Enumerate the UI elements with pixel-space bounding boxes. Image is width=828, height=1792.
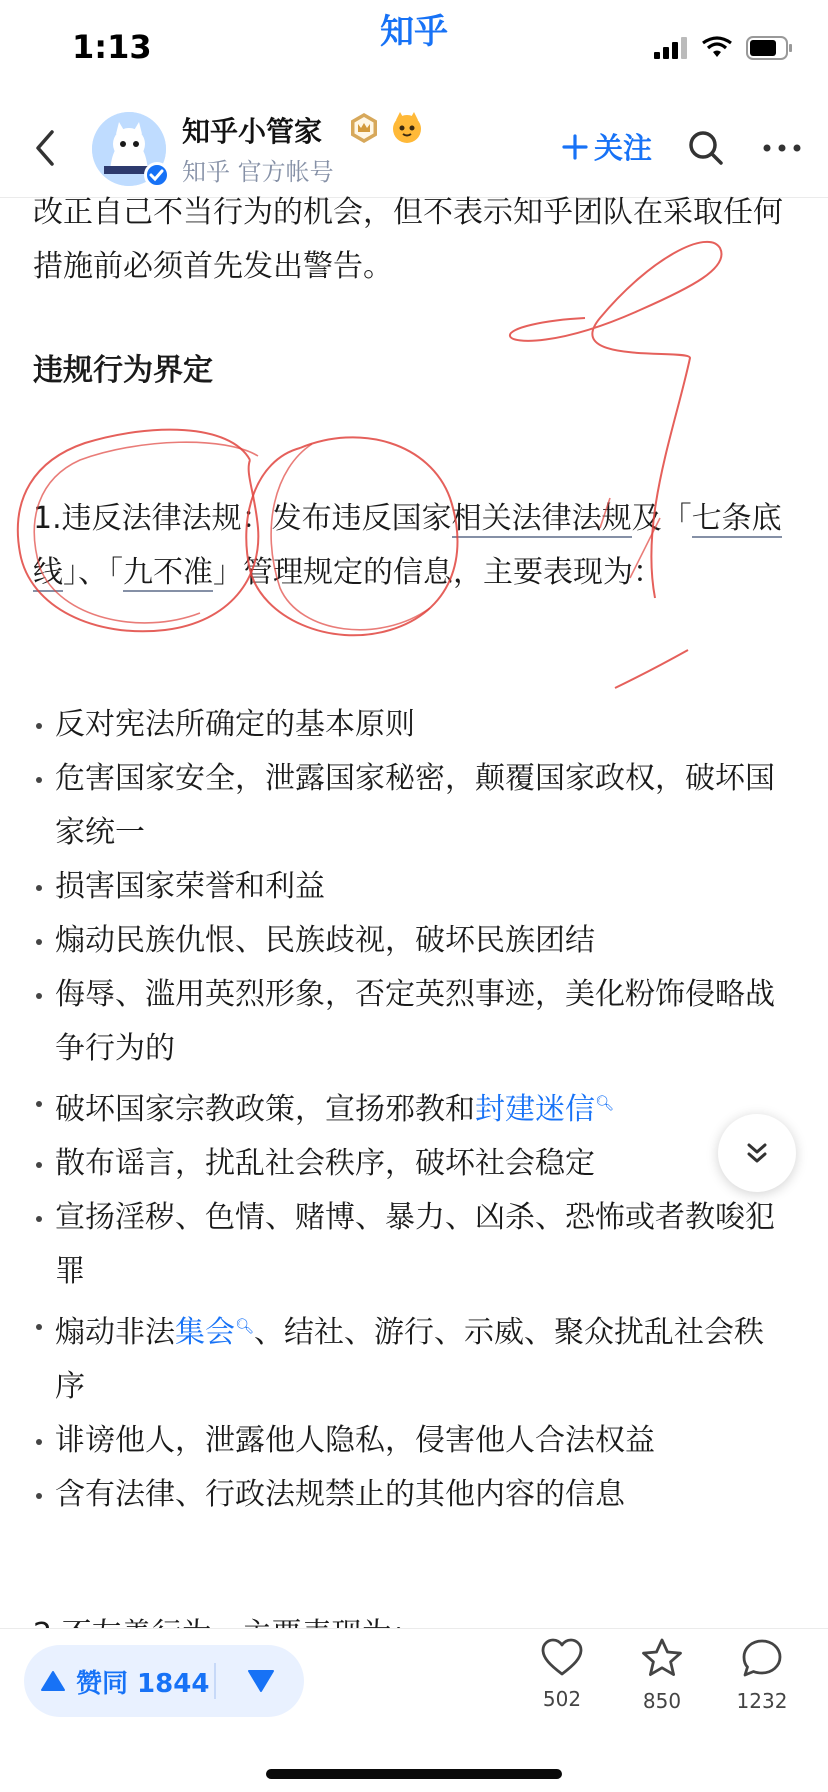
app-name: 知乎 [380, 12, 448, 52]
follow-label: 关注 [594, 131, 653, 165]
link-seven-bottom-lines[interactable]: 七条底线 [33, 501, 782, 590]
section-title: 违规行为界定 [33, 353, 213, 388]
rule-1-paragraph [33, 492, 793, 600]
favorite-count: 850 [642, 1689, 682, 1713]
rule-1-prefix: 1.违反法律法规：发布违反国家 [33, 501, 452, 536]
list-item [33, 968, 793, 1076]
battery-icon [746, 36, 794, 60]
search-icon[interactable] [686, 128, 726, 168]
link-assembly[interactable]: 集会 [175, 1315, 235, 1350]
list-item [33, 1414, 793, 1468]
list-item [33, 752, 793, 860]
list-item [33, 1299, 793, 1414]
list-item-text: 反对宪法所确定的基本原则 [55, 707, 415, 742]
follow-button[interactable] [562, 126, 652, 167]
list-item [33, 1137, 793, 1191]
list-item [33, 860, 793, 914]
scroll-down-button[interactable] [718, 1114, 796, 1192]
list-item-text: 侮辱、滥用英烈形象，否定英烈事迹，美化粉饰侵略战争行为的 [55, 977, 775, 1066]
status-icons [654, 36, 794, 60]
status-bar [0, 0, 828, 100]
avatar[interactable] [92, 112, 166, 186]
paragraph-top: 改正自己不当行为的机会，但不表示知乎团队在采取任何措施前必须首先发出警告。 [33, 195, 783, 284]
list-item-text: 含有法律、行政法规禁止的其他内容的信息 [55, 1477, 625, 1512]
bottom-action-bar [0, 1628, 828, 1792]
link-nine-prohibitions[interactable]: 九不准 [123, 555, 213, 590]
downvote-icon[interactable] [244, 1667, 278, 1695]
link-related-laws[interactable]: 相关法律法规 [451, 501, 632, 536]
status-time: 1:13 [72, 28, 152, 66]
heart-icon [540, 1637, 584, 1677]
list-item-text-after: 、结社、游行、示威、聚众扰乱社会秩序 [55, 1315, 765, 1404]
list-item [33, 698, 793, 752]
chevrons-down-icon [744, 1140, 770, 1166]
favorite-button[interactable] [622, 1637, 702, 1713]
upvote-button[interactable] [40, 1645, 209, 1717]
author-description: 知乎 官方帐号 [182, 158, 334, 186]
author-name[interactable]: 知乎小管家 [182, 115, 323, 148]
plus-icon [562, 134, 588, 160]
upvote-label: 赞同 1844 [76, 1668, 210, 1699]
list-item-text: 诽谤他人，泄露他人隐私，侵害他人合法权益 [55, 1423, 655, 1458]
author-header [0, 100, 828, 198]
rule-1-suffix: 」管理规定的信息，主要表现为： [213, 555, 663, 590]
list-item-text: 宣扬淫秽、色情、赌博、暴力、凶杀、恐怖或者教唆犯罪 [55, 1200, 775, 1289]
comment-icon [740, 1637, 784, 1679]
home-indicator[interactable] [266, 1769, 562, 1779]
search-hint-icon: 🔍︎ [595, 1094, 615, 1112]
search-hint-icon: 🔍︎ [235, 1317, 255, 1335]
back-icon[interactable] [28, 126, 62, 170]
upvote-icon [40, 1670, 66, 1692]
more-icon[interactable] [762, 142, 802, 154]
link-feudal-superstition[interactable]: 封建迷信 [475, 1092, 595, 1127]
wifi-icon [702, 37, 732, 59]
list-item-text: 破坏国家宗教政策，宣扬邪教和 [55, 1092, 475, 1127]
rule-1-mid1: 及「 [631, 501, 692, 536]
list-item [33, 914, 793, 968]
like-button[interactable] [522, 1637, 602, 1711]
vote-control [24, 1645, 304, 1717]
crown-badge-icon [348, 112, 380, 144]
comment-button[interactable] [722, 1637, 802, 1713]
comment-count: 1232 [736, 1689, 788, 1713]
list-item [33, 1191, 793, 1299]
list-item-text: 损害国家荣誉和利益 [55, 869, 325, 904]
list-item [33, 1468, 793, 1522]
cat-badge-icon [390, 110, 424, 144]
list-item [33, 1076, 793, 1137]
violation-list [33, 698, 793, 1522]
verified-icon [144, 162, 170, 188]
list-item-text: 散布谣言，扰乱社会秩序，破坏社会稳定 [55, 1146, 595, 1181]
answer-content [0, 195, 828, 1628]
list-item-text: 危害国家安全，泄露国家秘密，颠覆国家政权，破坏国家统一 [55, 761, 775, 850]
rule-1-mid2: 」、「 [63, 555, 123, 590]
star-icon [640, 1637, 684, 1679]
vote-divider [214, 1663, 216, 1699]
list-item-text: 煽动民族仇恨、民族歧视，破坏民族团结 [55, 923, 595, 958]
like-count: 502 [542, 1687, 582, 1711]
signal-icon [654, 37, 688, 59]
list-item-text: 煽动非法 [55, 1315, 175, 1350]
